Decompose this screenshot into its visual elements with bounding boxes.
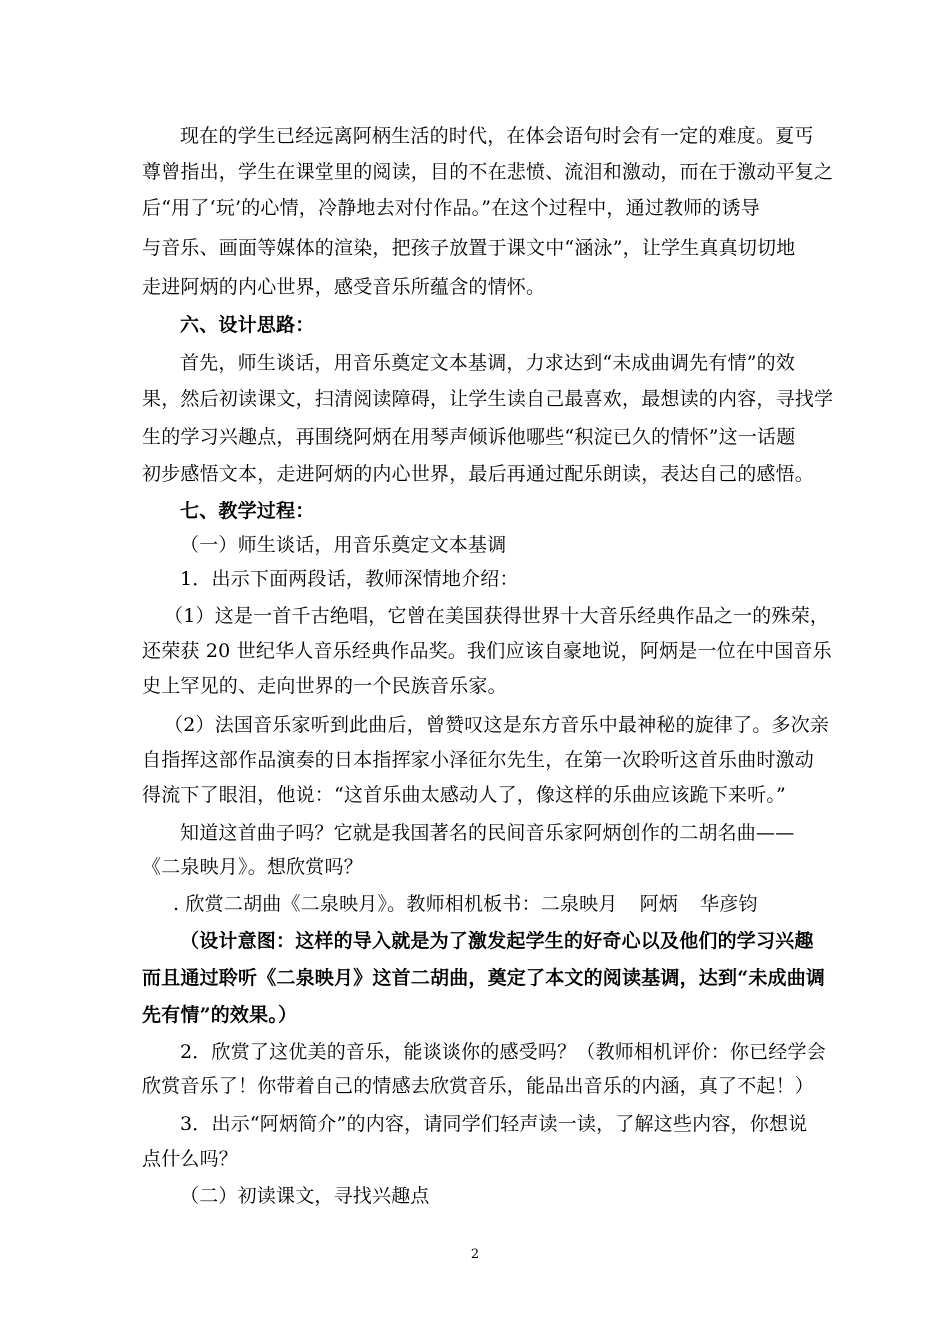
board-writing-text: . 欣赏二胡曲《二泉映月》。教师相机板书：二泉映月	[173, 893, 618, 915]
paragraph-line: 首先，师生谈话，用音乐奠定文本基调，力求达到“未成曲调先有情”的效	[180, 352, 796, 374]
list-item: 2．欣赏了这优美的音乐，能谈谈你的感受吗？（教师相机评价：你已经学会	[180, 1041, 826, 1063]
subsection-heading: （二）初读课文，寻找兴趣点	[180, 1185, 430, 1207]
page-number: 2	[470, 1247, 480, 1262]
design-intent-line: 先有情”的效果。）	[142, 1004, 298, 1026]
design-intent-line: 而且通过聆听《二泉映月》这首二胡曲，奠定了本文的阅读基调，达到“未成曲调	[142, 967, 826, 989]
design-intent-line: （设计意图：这样的导入就是为了激发起学生的好奇心以及他们的学习兴趣	[180, 930, 814, 952]
paragraph-line: 《二泉映月》。想欣赏吗？	[142, 856, 363, 878]
section-heading: 七、教学过程：	[180, 500, 315, 522]
quote-line: 史上罕见的、走向世界的一个民族音乐家。	[142, 675, 507, 697]
list-item: 1．出示下面两段话，教师深情地介绍：	[180, 568, 519, 590]
board-writing-name: 阿炳	[639, 893, 678, 915]
paragraph-line: 现在的学生已经远离阿柄生活的时代，在体会语句时会有一定的难度。夏丐	[180, 125, 814, 147]
quote-line: 自指挥这部作品演奏的日本指挥家小泽征尔先生，在第一次聆听这首乐曲时激动	[142, 749, 815, 771]
paragraph-line: 生的学习兴趣点，再围绕阿炳在用琴声倾诉他哪些“积淀已久的情怀”这一话题	[142, 426, 796, 448]
paragraph-line: 尊曾指出，学生在课堂里的阅读，目的不在悲愤、流泪和激动，而在于激动平复之	[142, 161, 834, 183]
quote-line: （1）这是一首千古绝唱，它曾在美国获得世界十大音乐经典作品之一的殊荣，	[164, 605, 830, 627]
quote-line: 得流下了眼泪，他说：“这首乐曲太感动人了，像这样的乐曲应该跪下来听。”	[142, 784, 786, 806]
list-item: 点什么吗？	[142, 1148, 239, 1170]
paragraph-line: 后“用了‘玩’的心情，冷静地去对付作品。”在这个过程中，通过教师的诱导	[142, 197, 761, 219]
paragraph-line: 与音乐、画面等媒体的渲染，把孩子放置于课文中“涵泳”，让学生真真切切地	[142, 237, 796, 259]
quote-line: 还荣获 20 世纪华人音乐经典作品奖。我们应该自豪地说，阿炳是一位在中国音乐	[142, 640, 832, 662]
list-item: 欣赏音乐了！你带着自己的情感去欣赏音乐，能品出音乐的内涵，真了不起！）	[142, 1075, 815, 1097]
paragraph-line	[173, 892, 843, 916]
paragraph-line: 知道这首曲子吗？它就是我国著名的民间音乐家阿炳创作的二胡名曲——	[180, 822, 795, 844]
paragraph-line: 走进阿炳的内心世界，感受音乐所蕴含的情怀。	[142, 276, 546, 298]
board-writing-realname: 华彦钧	[700, 893, 758, 915]
paragraph-line: 初步感悟文本，走进阿炳的内心世界，最后再通过配乐朗读，表达自己的感悟。	[142, 463, 815, 485]
section-heading: 六、设计思路：	[180, 314, 315, 336]
quote-line: （2）法国音乐家听到此曲后，曾赞叹这是东方音乐中最神秘的旋律了。多次亲	[164, 714, 830, 736]
list-item: 3．出示“阿炳简介”的内容，请同学们轻声读一读，了解这些内容，你想说	[180, 1113, 808, 1135]
subsection-heading: （一）师生谈话，用音乐奠定文本基调	[180, 534, 507, 556]
paragraph-line: 果，然后初读课文，扫清阅读障碍，让学生读自己最喜欢，最想读的内容，寻找学	[142, 388, 834, 410]
